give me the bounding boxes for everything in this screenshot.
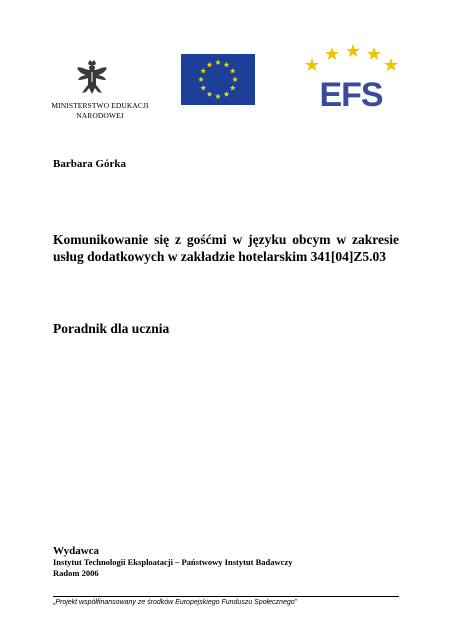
efs-star <box>367 47 381 60</box>
publisher-heading: Wydawca <box>53 545 100 557</box>
eu-flag-icon <box>181 54 255 105</box>
author-name: Barbara Górka <box>53 158 127 170</box>
publisher-name: Instytut Technologii Eksploatacji – Państwowy Instytut Badawczy <box>53 557 293 567</box>
document-subtitle: Poradnik dla ucznia <box>53 321 170 336</box>
polish-eagle-emblem-icon <box>76 60 108 96</box>
efs-logo-icon <box>302 44 400 112</box>
document-title: Komunikowanie się z gośćmi w języku obcym w zakresie usług dodatkowych w zakładzie hotelarskim 341[04]Z5.03 <box>53 232 399 264</box>
efs-star <box>305 58 319 71</box>
efs-star <box>346 44 360 57</box>
footer-note: „Projekt współfinansowany ze środków Europejskiego Funduszu Społecznego” <box>53 599 297 606</box>
ministry-name: MINISTERSTWO EDUKACJI NARODOWEJ <box>51 101 149 120</box>
footer-divider <box>53 596 399 597</box>
efs-star <box>325 47 339 60</box>
efs-star <box>384 58 398 71</box>
publisher-place-year: Radom 2006 <box>53 568 99 578</box>
efs-logo-text: EFS <box>319 76 383 112</box>
